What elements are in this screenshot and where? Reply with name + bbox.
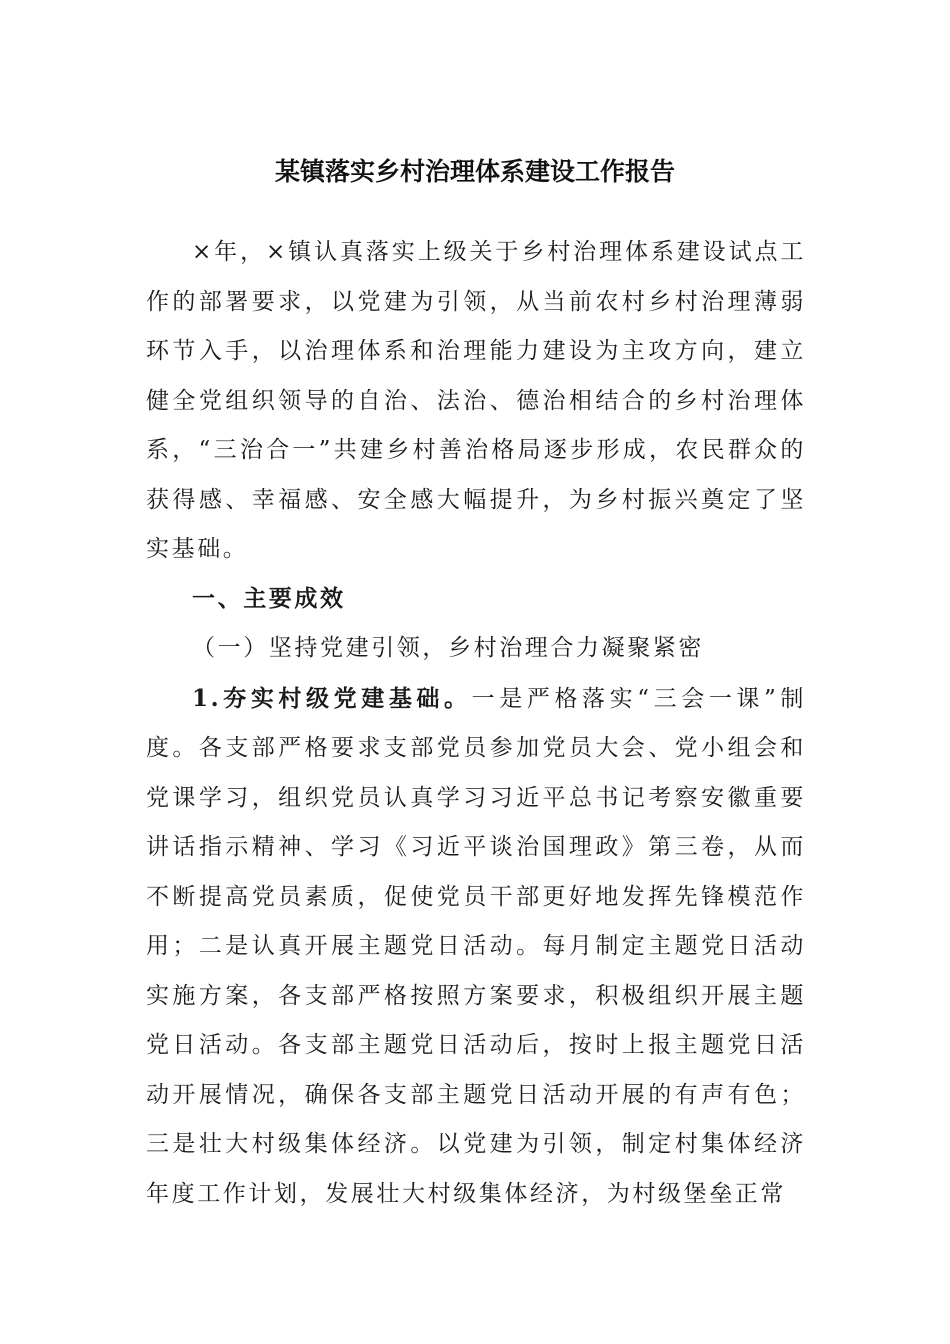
item-lead: 1.夯实村级党建基础。 [192, 684, 472, 712]
item-text: 一是严格落实“三会一课”制度。各支部严格要求支部党员参加党员大会、党小组会和党课学习，组织党员认真学习习近平总书记考察安徽重要讲话指示精神、学习《习近平谈治国理政》第三卷，从而不断提高党员素质，促使党员干部更好地发挥先锋模范作用；二是认真开展主题党日活动。每月制定主题党日活动实施方案，各支部严格按照方案要求，积极组织开展主题党日活动。各支部主题党日活动后，按时上报主题党日活动开展情况，确保各支部主题党日活动开展的有声有色；三是壮大村级集体经济。以党建为引领，制定村集体经济年度工作计划，发展壮大村级集体经济，为村级堡垒正常 [146, 685, 806, 1207]
document-title: 某镇落实乡村治理体系建设工作报告 [274, 157, 675, 186]
item-paragraph [146, 674, 806, 1220]
intro-paragraph: ×年，×镇认真落实上级关于乡村治理体系建设试点工作的部署要求，以党建为引领，从当前农村乡村治理薄弱环节入手，以治理体系和治理能力建设为主攻方向，建立健全党组织领导的自治、法治、德治相结合的乡村治理体系，“三治合一”共建乡村善治格局逐步形成，农民群众的获得感、幸福感、安全感大幅提升，为乡村振兴奠定了坚实基础。 [146, 239, 806, 562]
subsection-heading: （一）坚持党建引领，乡村治理合力凝聚紧密 [192, 635, 704, 661]
document-body [146, 228, 806, 1219]
section-heading: 一、主要成效 [192, 585, 346, 612]
